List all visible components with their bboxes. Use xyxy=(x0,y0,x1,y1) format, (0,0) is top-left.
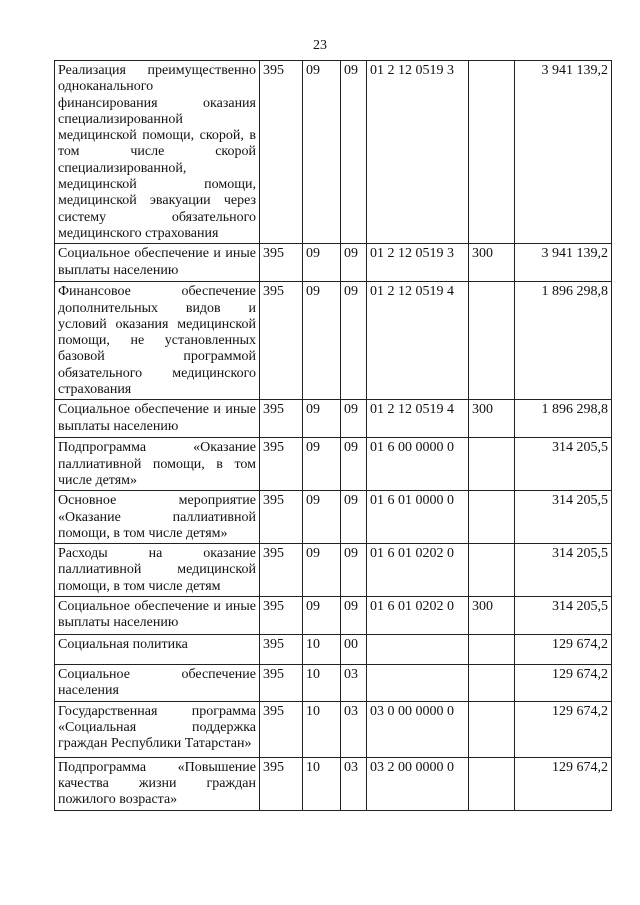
cell-name: Социальная политика xyxy=(55,635,260,665)
table-row xyxy=(55,635,612,665)
cell-pr: 03 xyxy=(341,757,367,810)
page-number: 23 xyxy=(313,38,327,53)
cell-pr: 09 xyxy=(341,597,367,635)
cell-csr: 03 0 00 0000 0 xyxy=(367,701,469,757)
cell-sum: 314 205,5 xyxy=(515,597,612,635)
cell-sum: 129 674,2 xyxy=(515,701,612,757)
cell-vr xyxy=(469,665,515,702)
cell-csr: 01 6 01 0202 0 xyxy=(367,597,469,635)
cell-ved: 395 xyxy=(260,282,303,400)
cell-vr xyxy=(469,701,515,757)
cell-ved: 395 xyxy=(260,544,303,597)
cell-vr xyxy=(469,757,515,810)
cell-ved: 395 xyxy=(260,701,303,757)
cell-name: Подпрограмма «Оказание паллиативной помощи, в том числе детям» xyxy=(55,438,260,491)
cell-ved: 395 xyxy=(260,244,303,282)
table-row xyxy=(55,244,612,282)
cell-ved: 395 xyxy=(260,61,303,244)
table-row xyxy=(55,544,612,597)
cell-csr: 01 2 12 0519 4 xyxy=(367,400,469,438)
cell-vr: 300 xyxy=(469,597,515,635)
cell-pr: 09 xyxy=(341,244,367,282)
cell-rz: 10 xyxy=(303,635,341,665)
cell-name: Расходы на оказание паллиативной медицинской помощи, в том числе детям xyxy=(55,544,260,597)
cell-rz: 09 xyxy=(303,438,341,491)
cell-sum: 1 896 298,8 xyxy=(515,282,612,400)
cell-pr: 00 xyxy=(341,635,367,665)
cell-csr: 01 2 12 0519 4 xyxy=(367,282,469,400)
cell-rz: 09 xyxy=(303,61,341,244)
budget-table-body xyxy=(55,61,612,811)
cell-csr: 01 6 01 0202 0 xyxy=(367,544,469,597)
cell-vr xyxy=(469,635,515,665)
cell-pr: 03 xyxy=(341,701,367,757)
cell-name: Социальное обеспечение и иные выплаты населению xyxy=(55,244,260,282)
cell-name: Реализация преимущественно одноканального финансирования оказания специализированной медицинской помощи, скорой, в том числе скорой специализированной, медицинской помощи, медицинской эвакуации через систему обязательного медицинского страхования xyxy=(55,61,260,244)
cell-csr: 01 6 00 0000 0 xyxy=(367,438,469,491)
cell-pr: 09 xyxy=(341,61,367,244)
cell-ved: 395 xyxy=(260,597,303,635)
cell-vr: 300 xyxy=(469,400,515,438)
table-row xyxy=(55,701,612,757)
cell-sum: 129 674,2 xyxy=(515,665,612,702)
cell-csr xyxy=(367,665,469,702)
cell-sum: 129 674,2 xyxy=(515,757,612,810)
cell-vr xyxy=(469,438,515,491)
cell-rz: 09 xyxy=(303,244,341,282)
cell-ved: 395 xyxy=(260,491,303,544)
cell-pr: 09 xyxy=(341,491,367,544)
table-row xyxy=(55,61,612,244)
cell-ved: 395 xyxy=(260,438,303,491)
cell-rz: 10 xyxy=(303,757,341,810)
cell-sum: 1 896 298,8 xyxy=(515,400,612,438)
budget-table xyxy=(54,60,612,811)
cell-name: Государственная программа «Социальная поддержка граждан Республики Татарстан» xyxy=(55,701,260,757)
cell-rz: 09 xyxy=(303,544,341,597)
cell-sum: 3 941 139,2 xyxy=(515,61,612,244)
cell-csr: 03 2 00 0000 0 xyxy=(367,757,469,810)
cell-name: Финансовое обеспечение дополнительных видов и условий оказания медицинской помощи, не установленных базовой программой обязательного медицинского страхования xyxy=(55,282,260,400)
cell-pr: 09 xyxy=(341,282,367,400)
cell-name: Подпрограмма «Повышение качества жизни граждан пожилого возраста» xyxy=(55,757,260,810)
table-row xyxy=(55,282,612,400)
cell-vr: 300 xyxy=(469,244,515,282)
cell-csr: 01 2 12 0519 3 xyxy=(367,61,469,244)
cell-vr xyxy=(469,491,515,544)
cell-ved: 395 xyxy=(260,665,303,702)
cell-sum: 3 941 139,2 xyxy=(515,244,612,282)
cell-sum: 314 205,5 xyxy=(515,491,612,544)
cell-vr xyxy=(469,544,515,597)
cell-pr: 09 xyxy=(341,544,367,597)
cell-sum: 314 205,5 xyxy=(515,544,612,597)
cell-pr: 09 xyxy=(341,438,367,491)
table-row xyxy=(55,665,612,702)
cell-csr: 01 2 12 0519 3 xyxy=(367,244,469,282)
table-row xyxy=(55,757,612,810)
table-row xyxy=(55,491,612,544)
table-row xyxy=(55,400,612,438)
cell-name: Социальное обеспечение и иные выплаты населению xyxy=(55,597,260,635)
cell-csr xyxy=(367,635,469,665)
cell-ved: 395 xyxy=(260,400,303,438)
cell-pr: 03 xyxy=(341,665,367,702)
cell-vr xyxy=(469,282,515,400)
cell-name: Социальное обеспечение населения xyxy=(55,665,260,702)
cell-rz: 09 xyxy=(303,400,341,438)
table-row xyxy=(55,597,612,635)
cell-pr: 09 xyxy=(341,400,367,438)
cell-vr xyxy=(469,61,515,244)
cell-ved: 395 xyxy=(260,635,303,665)
cell-sum: 314 205,5 xyxy=(515,438,612,491)
cell-rz: 09 xyxy=(303,282,341,400)
cell-rz: 10 xyxy=(303,665,341,702)
table-row xyxy=(55,438,612,491)
cell-rz: 09 xyxy=(303,597,341,635)
cell-name: Основное мероприятие «Оказание паллиативной помощи, в том числе детям» xyxy=(55,491,260,544)
cell-csr: 01 6 01 0000 0 xyxy=(367,491,469,544)
cell-rz: 09 xyxy=(303,491,341,544)
cell-rz: 10 xyxy=(303,701,341,757)
cell-sum: 129 674,2 xyxy=(515,635,612,665)
cell-name: Социальное обеспечение и иные выплаты населению xyxy=(55,400,260,438)
cell-ved: 395 xyxy=(260,757,303,810)
